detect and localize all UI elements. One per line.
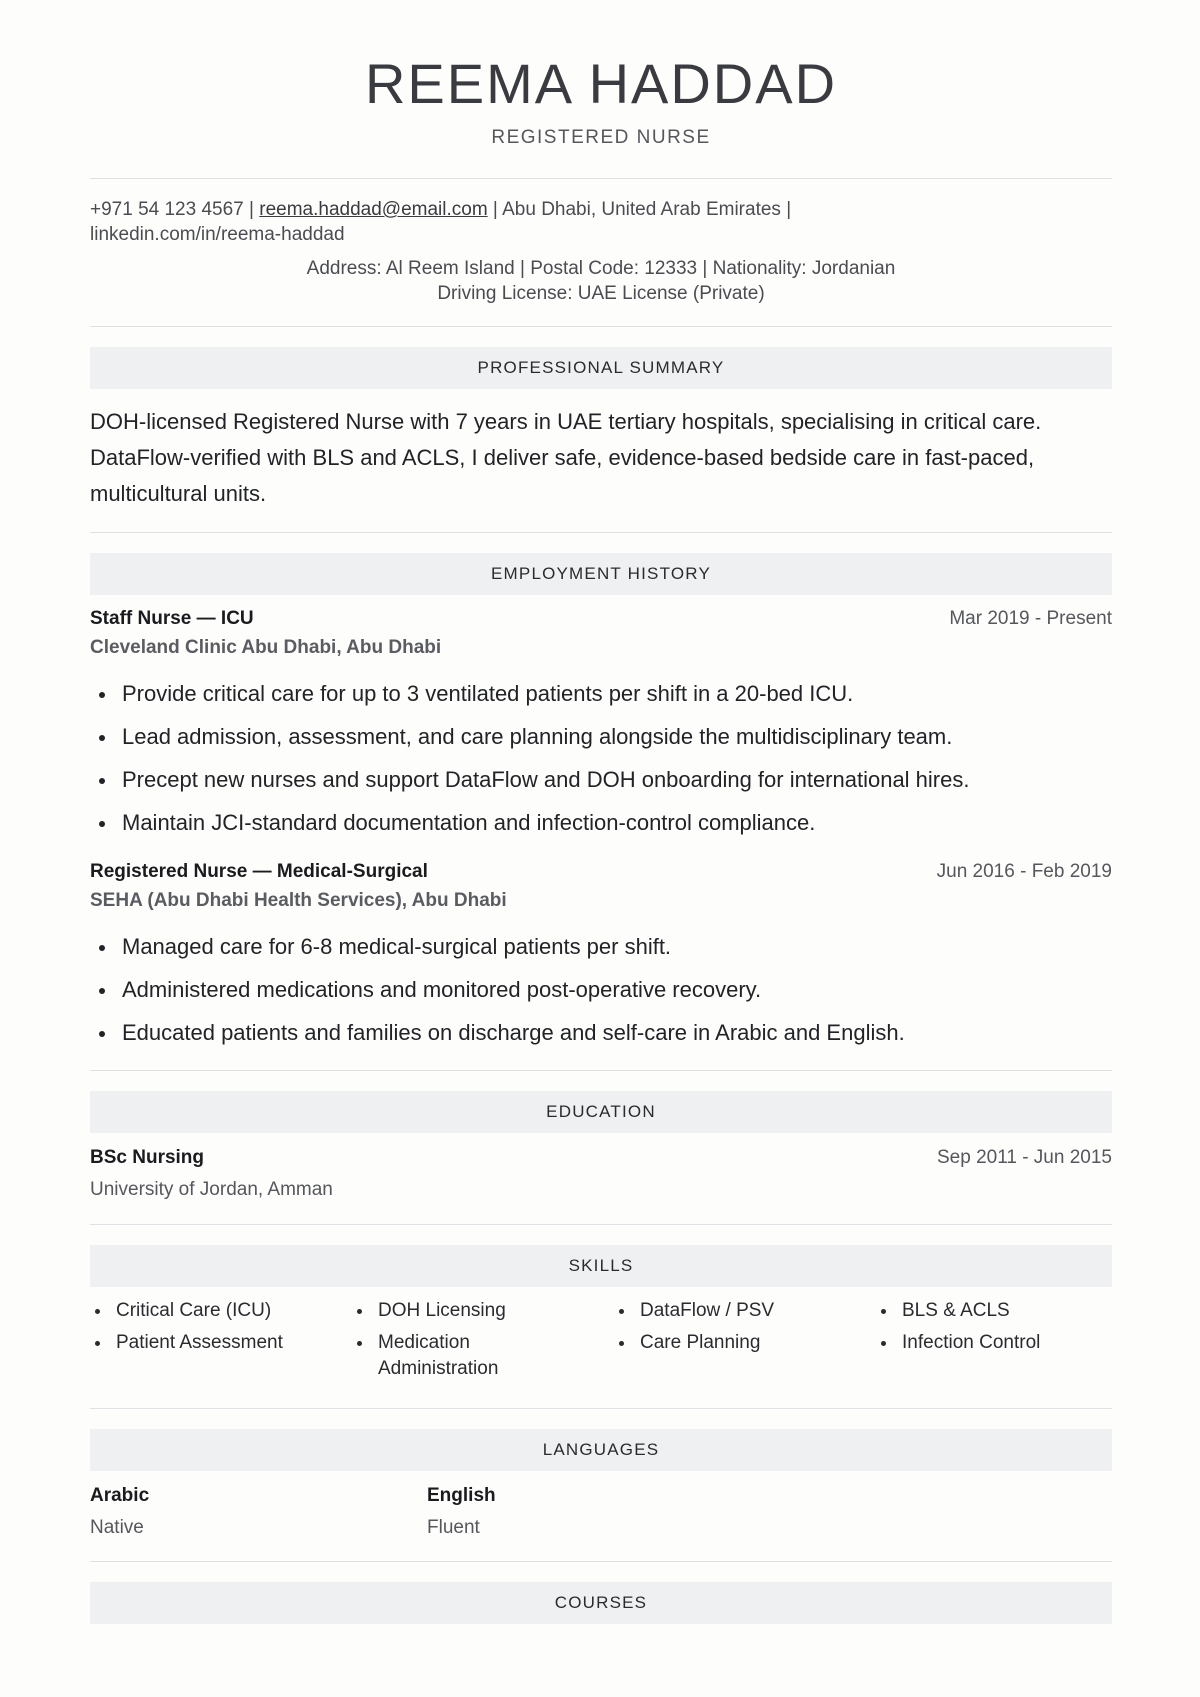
divider — [90, 532, 1112, 533]
contact-email-link[interactable]: reema.haddad@email.com — [259, 199, 488, 220]
skill-item: DOH Licensing — [352, 1298, 552, 1324]
skills-column — [876, 1298, 1116, 1362]
candidate-role: REGISTERED NURSE — [491, 127, 711, 148]
list-item: Administered medications and monitored post-operative recovery. — [90, 976, 1112, 1019]
candidate-name: REEMA HADDAD — [364, 52, 838, 115]
contact-separator: | — [780, 199, 792, 220]
section-heading-employment: EMPLOYMENT HISTORY — [90, 553, 1112, 595]
job-title: Staff Nurse — ICU — [90, 608, 254, 629]
divider — [90, 1224, 1112, 1225]
language-name: English — [427, 1485, 496, 1506]
section-heading-courses: COURSES — [90, 1582, 1112, 1624]
job-bullets — [90, 680, 1112, 852]
list-item: Maintain JCI-standard documentation and infection-control compliance. — [90, 809, 1112, 852]
job-title: Registered Nurse — Medical-Surgical — [90, 861, 428, 882]
section-heading-education: EDUCATION — [90, 1091, 1112, 1133]
skills-column — [352, 1298, 552, 1388]
section-heading-skills: SKILLS — [90, 1245, 1112, 1287]
contact-location: Abu Dhabi, United Arab Emirates — [502, 199, 781, 220]
personal-details-line: Address: Al Reem Island | Postal Code: 12333 | Nationality: Jordanian — [306, 258, 896, 279]
school-name: University of Jordan, Amman — [90, 1179, 333, 1200]
skill-item: BLS & ACLS — [876, 1298, 1116, 1324]
skill-item: Critical Care (ICU) — [90, 1298, 330, 1324]
list-item: Educated patients and families on discharge and self-care in Arabic and English. — [90, 1019, 1112, 1062]
language-entry — [427, 1484, 727, 1540]
contact-phone: +971 54 123 4567 — [90, 199, 244, 220]
job-organization: Cleveland Clinic Abu Dhabi, Abu Dhabi — [90, 637, 442, 658]
job-organization: SEHA (Abu Dhabi Health Services), Abu Dhabi — [90, 890, 507, 911]
skill-item: DataFlow / PSV — [614, 1298, 854, 1324]
section-heading-languages: LANGUAGES — [90, 1429, 1112, 1471]
skills-column — [90, 1298, 330, 1362]
job-date: Jun 2016 - Feb 2019 — [936, 861, 1112, 882]
language-level: Native — [90, 1517, 144, 1538]
job-bullets — [90, 933, 1112, 1062]
skill-item: Infection Control — [876, 1330, 1116, 1356]
language-level: Fluent — [427, 1517, 480, 1538]
divider — [90, 1408, 1112, 1409]
degree-title: BSc Nursing — [90, 1147, 205, 1168]
summary-text: DOH-licensed Registered Nurse with 7 years in UAE tertiary hospitals, specialising in critical care. DataFlow-verified with BLS and ACLS, I deliver safe, evidence-based bedside care in fast-paced, multicultural units. — [90, 409, 1042, 506]
list-item: Lead admission, assessment, and care planning alongside the multidisciplinary team. — [90, 723, 1112, 766]
list-item: Precept new nurses and support DataFlow and DOH onboarding for international hires. — [90, 766, 1112, 809]
language-entry — [90, 1484, 390, 1540]
personal-details — [90, 256, 1112, 306]
section-heading-summary: PROFESSIONAL SUMMARY — [90, 347, 1112, 389]
skills-column — [614, 1298, 854, 1362]
skill-item: Patient Assessment — [90, 1330, 330, 1356]
skill-item: Medication Administration — [352, 1330, 552, 1382]
list-item: Provide critical care for up to 3 ventilated patients per shift in a 20-bed ICU. — [90, 680, 1112, 723]
divider — [90, 326, 1112, 327]
list-item: Managed care for 6-8 medical-surgical patients per shift. — [90, 933, 1112, 976]
education-date: Sep 2011 - Jun 2015 — [936, 1147, 1112, 1168]
skill-item: Care Planning — [614, 1330, 854, 1356]
language-name: Arabic — [90, 1485, 150, 1506]
divider — [90, 178, 1112, 179]
driving-license-line: Driving License: UAE License (Private) — [437, 283, 765, 304]
contact-linkedin[interactable]: linkedin.com/in/reema-haddad — [90, 224, 345, 245]
job-date: Mar 2019 - Present — [949, 608, 1112, 629]
contact-line — [90, 197, 1112, 247]
contact-separator: | — [487, 199, 503, 220]
divider — [90, 1561, 1112, 1562]
contact-separator: | — [243, 199, 260, 220]
divider — [90, 1070, 1112, 1071]
